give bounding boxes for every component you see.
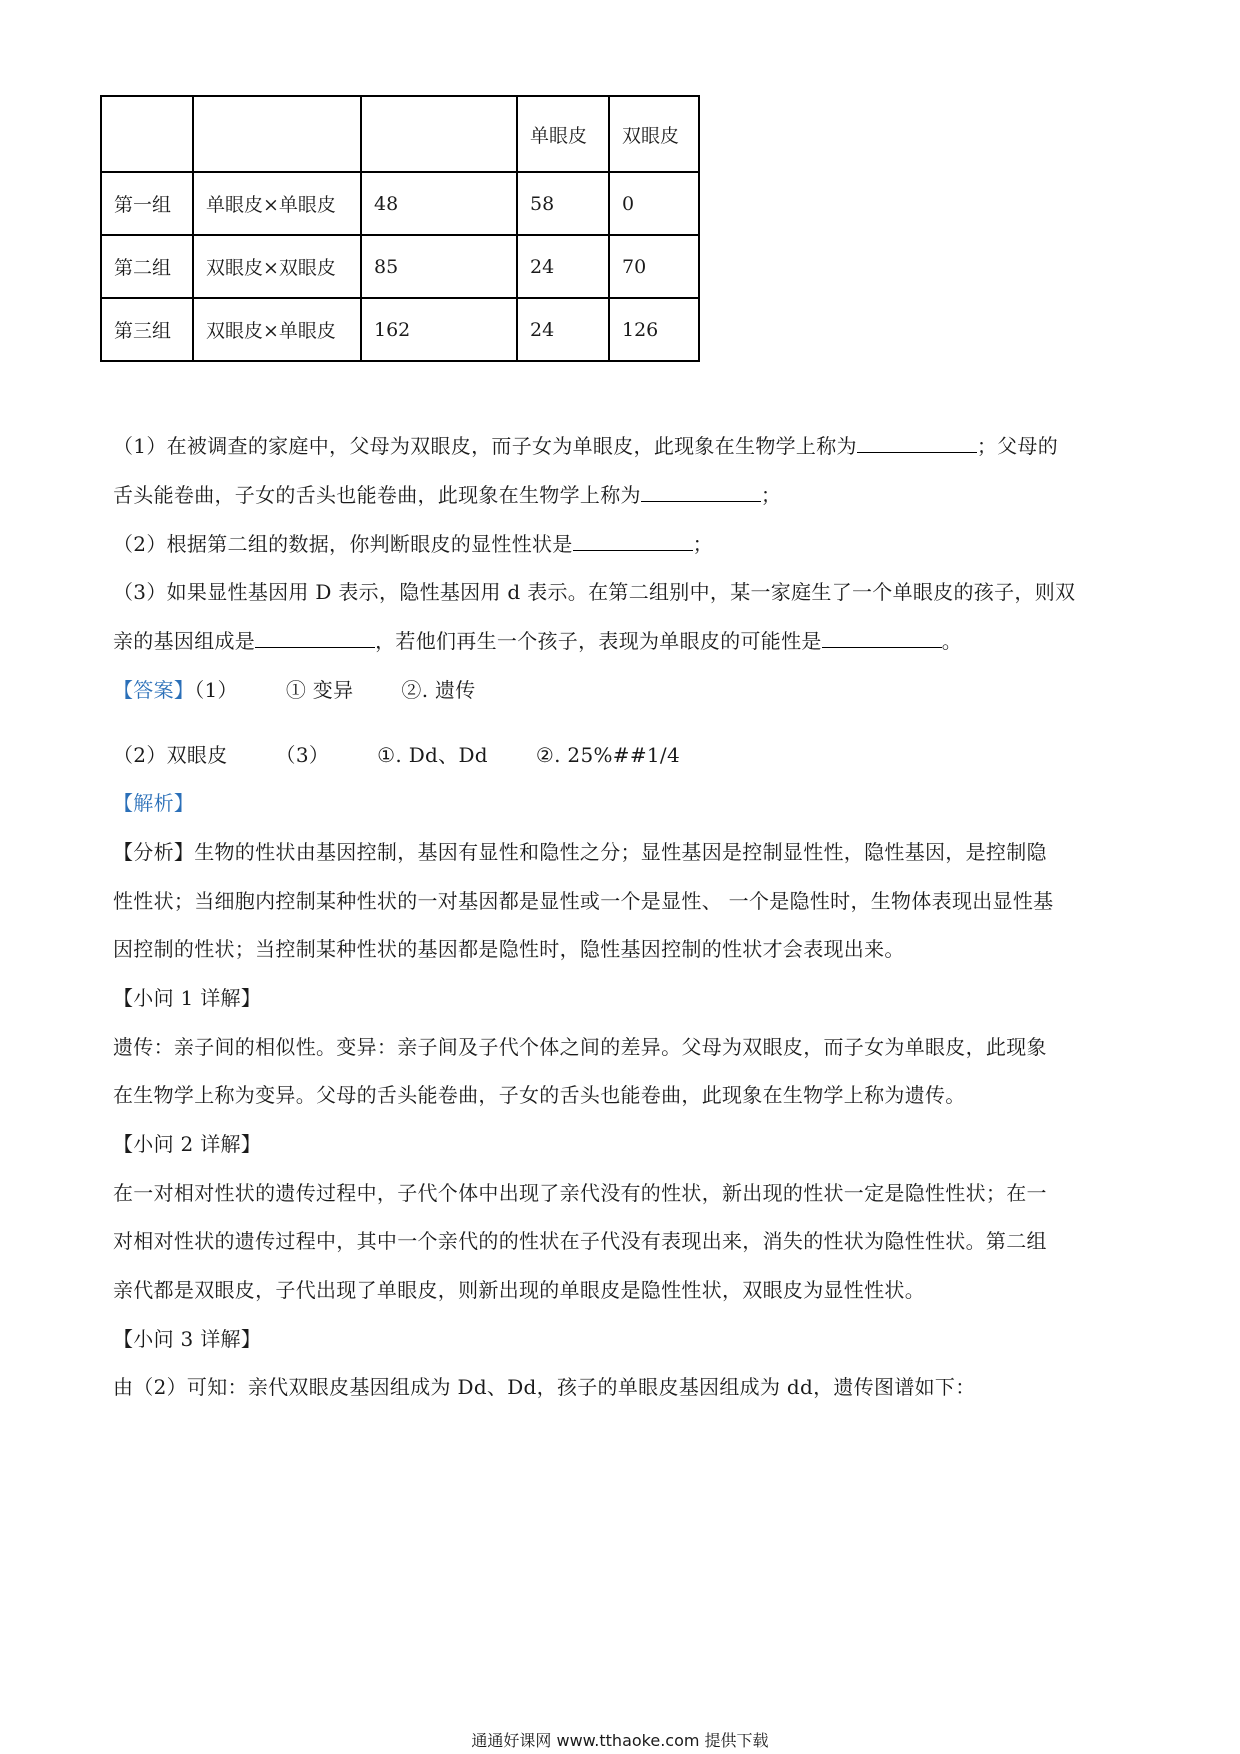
sub3-line: 由（2）可知：亲代双眼皮基因组成为 Dd、Dd，孩子的单眼皮基因组成为 dd，遗传图谱如下： bbox=[113, 1375, 976, 1399]
question-text: ，若他们再生一个孩子，表现为单眼皮的可能性是 bbox=[375, 629, 822, 653]
table-cell: 70 bbox=[609, 235, 699, 298]
table-cell: 162 bbox=[361, 298, 517, 361]
sub1-line: 在生物学上称为变异。父母的舌头能卷曲，子女的舌头也能卷曲，此现象在生物学上称为遗传。 bbox=[113, 1083, 966, 1107]
question-1-line-2 bbox=[113, 481, 781, 509]
question-text: （3）如果显性基因用 D 表示，隐性基因用 d 表示。在第二组别中，某一家庭生了一个单眼皮的孩子，则双 bbox=[113, 580, 1076, 604]
table-cell: 126 bbox=[609, 298, 699, 361]
analysis-line: 【分析】生物的性状由基因控制，基因有显性和隐性之分；显性基因是控制显性性，隐性基因，是控制隐 bbox=[113, 840, 1047, 864]
survey-table bbox=[100, 95, 700, 362]
sub1-title: 【小问 1 详解】 bbox=[113, 986, 262, 1010]
table-header-cell bbox=[101, 96, 193, 172]
table-cell: 第二组 bbox=[101, 235, 193, 298]
answer-blank bbox=[857, 432, 977, 453]
table-cell: 48 bbox=[361, 172, 517, 235]
question-text: （1）在被调查的家庭中，父母为双眼皮，而子女为单眼皮，此现象在生物学上称为 bbox=[113, 434, 857, 458]
answer-line-2 bbox=[113, 741, 680, 769]
table-cell: 双眼皮×单眼皮 bbox=[193, 298, 361, 361]
answer-item: ① 变异 bbox=[285, 678, 354, 702]
question-text: 舌头能卷曲，子女的舌头也能卷曲，此现象在生物学上称为 bbox=[113, 483, 641, 507]
question-text: ； bbox=[692, 532, 713, 556]
analysis-label: 【解析】 bbox=[113, 791, 195, 815]
question-3-line-1 bbox=[113, 578, 1075, 606]
table-header-cell bbox=[361, 96, 517, 172]
answer-item: ②. 25%##1/4 bbox=[535, 743, 680, 767]
table-cell: 双眼皮×双眼皮 bbox=[193, 235, 361, 298]
table-cell: 58 bbox=[517, 172, 609, 235]
answer-label: 【答案】 bbox=[113, 678, 195, 702]
table-row bbox=[101, 298, 699, 361]
answer-blank bbox=[255, 627, 375, 648]
analysis-line: 性性状；当细胞内控制某种性状的一对基因都是显性或一个是显性、 一个是隐性时，生物体表现出显性基 bbox=[113, 889, 1054, 913]
table-cell: 24 bbox=[517, 298, 609, 361]
question-2-line bbox=[113, 530, 713, 558]
answer-item: ②. 遗传 bbox=[401, 678, 476, 702]
answer-part: （3） bbox=[275, 743, 330, 767]
table-row bbox=[101, 172, 699, 235]
table-header-cell: 单眼皮 bbox=[517, 96, 609, 172]
answer-blank bbox=[573, 530, 693, 551]
table-cell: 85 bbox=[361, 235, 517, 298]
answer-part: （2）双眼皮 bbox=[113, 743, 228, 767]
question-text: 。 bbox=[941, 629, 963, 653]
sub2-line: 亲代都是双眼皮，子代出现了单眼皮，则新出现的单眼皮是隐性性状，双眼皮为显性性状。 bbox=[113, 1278, 925, 1302]
sub2-title: 【小问 2 详解】 bbox=[113, 1132, 262, 1156]
table-header-row bbox=[101, 96, 699, 172]
analysis-line: 因控制的性状；当控制某种性状的基因都是隐性时，隐性基因控制的性状才会表现出来。 bbox=[113, 937, 905, 961]
question-text: 亲的基因组成是 bbox=[113, 629, 256, 653]
table-cell: 24 bbox=[517, 235, 609, 298]
question-text: ； bbox=[760, 483, 782, 507]
question-1-line-1 bbox=[113, 432, 1058, 460]
table-cell: 0 bbox=[609, 172, 699, 235]
sub3-title: 【小问 3 详解】 bbox=[113, 1327, 262, 1351]
sub2-line: 在一对相对性状的遗传过程中，子代个体中出现了亲代没有的性状，新出现的性状一定是隐性性状；在一 bbox=[113, 1181, 1047, 1205]
sub1-line: 遗传：亲子间的相似性。变异：亲子间及子代个体之间的差异。父母为双眼皮，而子女为单眼皮，此现象 bbox=[113, 1035, 1047, 1059]
table-cell: 单眼皮×单眼皮 bbox=[193, 172, 361, 235]
table-header-cell: 双眼皮 bbox=[609, 96, 699, 172]
answer-blank bbox=[641, 481, 761, 502]
table-row bbox=[101, 235, 699, 298]
sub2-line: 对相对性状的遗传过程中，其中一个亲代的的性状在子代没有表现出来，消失的性状为隐性性状。第二组 bbox=[113, 1229, 1047, 1253]
answer-line-1 bbox=[113, 676, 476, 704]
question-text: （2）根据第二组的数据，你判断眼皮的显性性状是 bbox=[113, 532, 573, 556]
table-cell: 第一组 bbox=[101, 172, 193, 235]
answer-blank bbox=[822, 627, 942, 648]
answer-part: （1） bbox=[194, 678, 238, 702]
question-text: ；父母的 bbox=[976, 434, 1059, 458]
question-3-line-2 bbox=[113, 627, 962, 655]
table-header-cell bbox=[193, 96, 361, 172]
page-footer: 通通好课网 www.tthaoke.com 提供下载 bbox=[471, 1731, 769, 1750]
answer-item: ①. Dd、Dd bbox=[377, 743, 488, 767]
table-cell: 第三组 bbox=[101, 298, 193, 361]
